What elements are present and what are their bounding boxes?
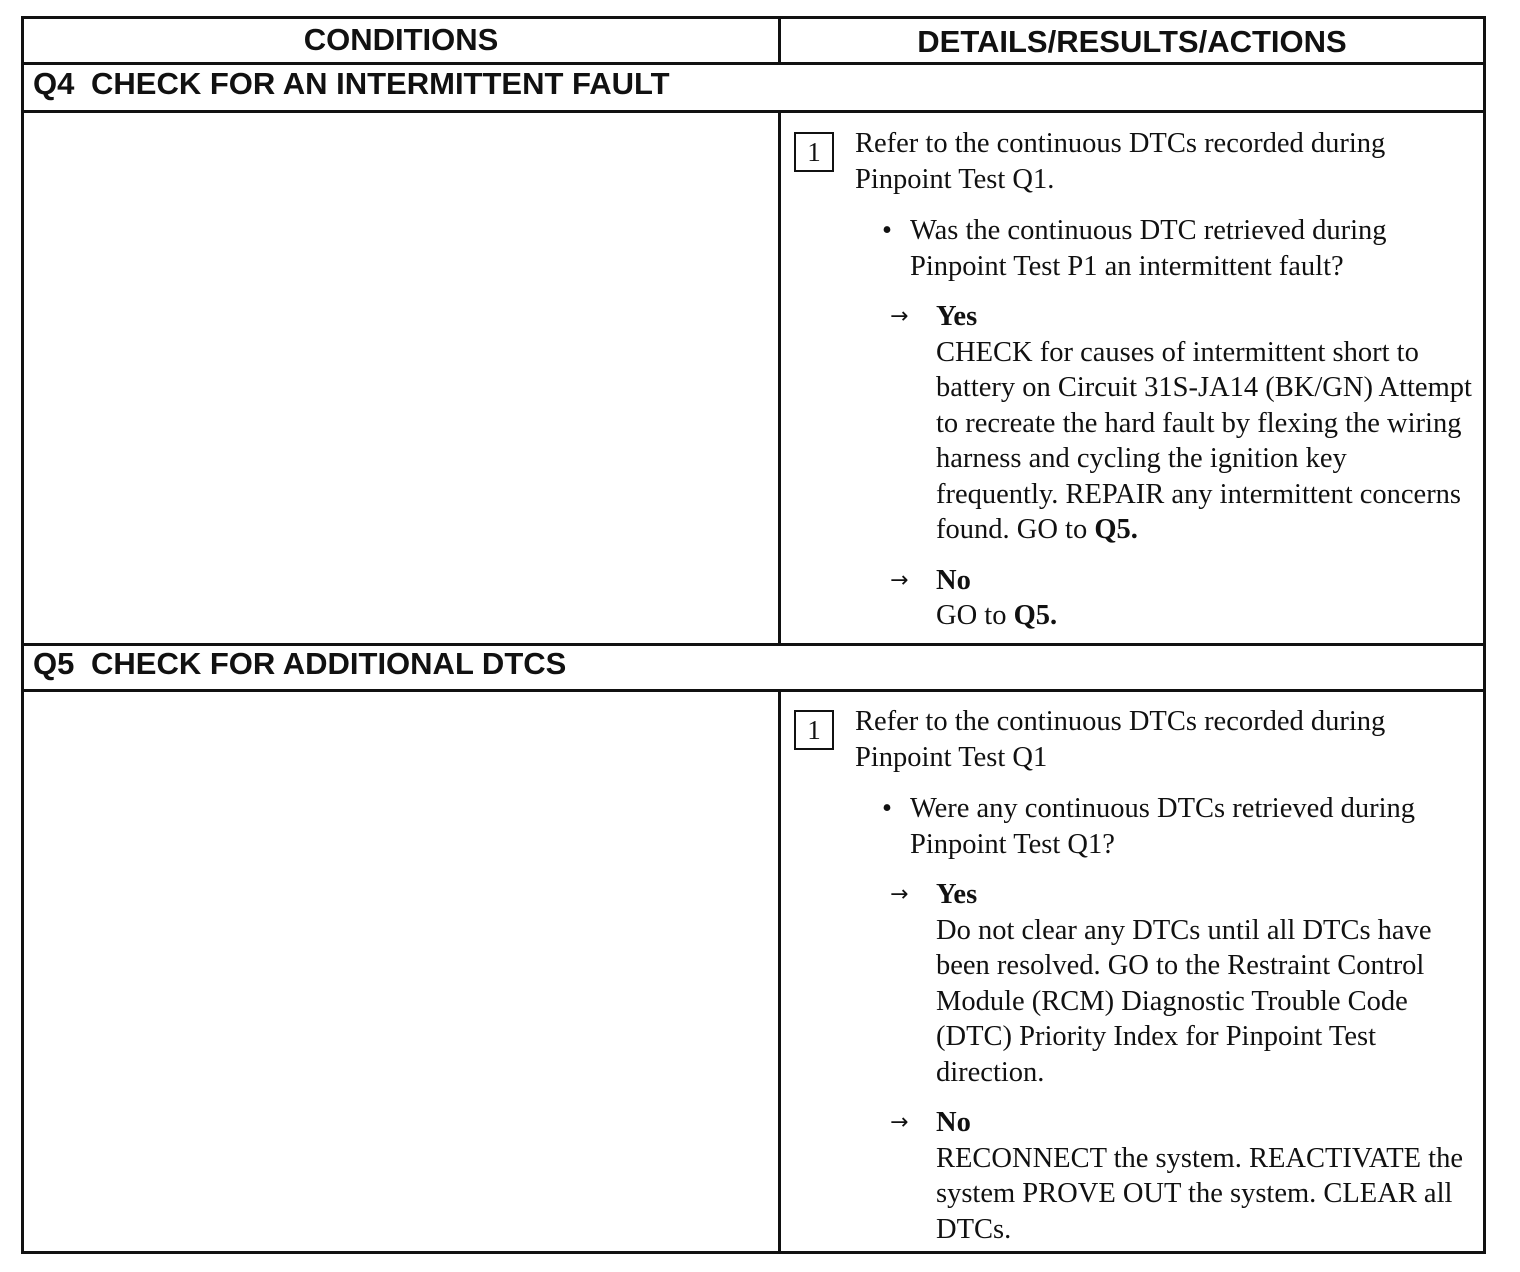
section-number: Q4 <box>33 66 75 101</box>
no-branch <box>794 563 1474 634</box>
no-label: No <box>936 564 971 596</box>
table-header <box>24 19 1483 65</box>
diagnostic-table <box>21 16 1486 1254</box>
no-branch <box>794 1105 1474 1247</box>
step-1 <box>794 126 1474 197</box>
bullet-icon: • <box>882 793 892 824</box>
section-heading: CHECK FOR ADDITIONAL DTCS <box>91 646 567 681</box>
step-number-box: 1 <box>794 710 834 750</box>
question-item <box>794 791 1474 862</box>
yes-branch <box>794 877 1474 1090</box>
column-divider <box>778 692 781 1254</box>
divider <box>24 110 1483 113</box>
no-text: GO to <box>936 600 1014 631</box>
section-number: Q5 <box>33 646 75 681</box>
question-item <box>794 213 1474 284</box>
yes-branch <box>794 299 1474 548</box>
no-action <box>936 598 1474 634</box>
arrow-right-icon: → <box>890 882 909 907</box>
section-title-q5 <box>24 646 1483 690</box>
yes-text: CHECK for causes of intermittent short to battery on Circuit 31S-JA14 (BK/GN) Attempt to recreate the hard fault by flexing the wiring harness and cycling the ignition key frequently. REPAIR any intermittent concerns found. GO to <box>936 336 1472 545</box>
divider <box>24 689 1483 692</box>
arrow-right-icon: → <box>890 1110 909 1135</box>
no-text: RECONNECT the system. REACTIVATE the system PROVE OUT the system. CLEAR all DTCs. <box>936 1142 1463 1245</box>
question-text: Were any continuous DTCs retrieved during Pinpoint Test Q1? <box>910 793 1416 860</box>
section-heading: CHECK FOR AN INTERMITTENT FAULT <box>91 66 670 101</box>
arrow-right-icon: → <box>890 567 909 593</box>
yes-label: Yes <box>936 879 978 910</box>
step-text: Refer to the continuous DTCs recorded during Pinpoint Test Q1 <box>855 706 1386 773</box>
yes-goto-link: Q5. <box>1094 514 1138 545</box>
column-divider <box>778 113 781 643</box>
yes-text: Do not clear any DTCs until all DTCs have been resolved. GO to the Restraint Control Module (RCM) Diagnostic Trouble Code (DTC) Priority Index for Pinpoint Test direction. <box>936 914 1432 1088</box>
yes-action <box>936 335 1474 548</box>
step-1 <box>794 704 1474 775</box>
bullet-icon: • <box>882 215 892 246</box>
question-text: Was the continuous DTC retrieved during Pinpoint Test P1 an intermittent fault? <box>910 215 1387 282</box>
details-q5 <box>794 704 1474 1247</box>
arrow-right-icon: → <box>890 304 909 329</box>
yes-label: Yes <box>936 301 978 332</box>
step-text: Refer to the continuous DTCs recorded during Pinpoint Test Q1. <box>855 128 1386 195</box>
conditions-header: CONDITIONS <box>24 19 781 62</box>
section-title-q4 <box>24 65 1483 110</box>
step-number-box: 1 <box>794 132 834 172</box>
no-goto-link: Q5. <box>1013 600 1058 631</box>
details-header: DETAILS/RESULTS/ACTIONS <box>917 24 1347 59</box>
no-label: No <box>936 1107 971 1138</box>
details-q4 <box>794 126 1474 634</box>
